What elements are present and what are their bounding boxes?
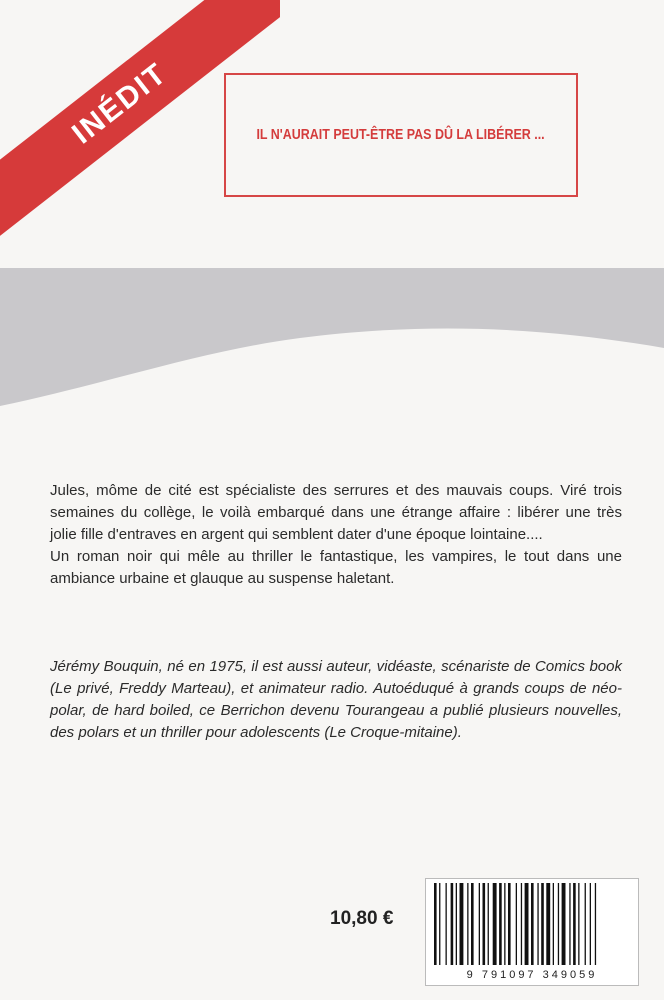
barcode-bar: [499, 883, 502, 965]
isbn-barcode: [425, 878, 639, 986]
barcode-bar: [508, 883, 511, 965]
barcode-bar: [562, 883, 566, 965]
author-bio: Jérémy Bouquin, né en 1975, il est aussi auteur, vidéaste, scénariste de Comics book (Le privé, Freddy Marteau), et animateur radio. Autoéduqué à grands coups de néo-polar, de hard boiled, ce Berrichon devenu Tourangeau a publié plusieurs nouvelles, des polars et un thriller pour adolescents (Le Croque-mitaine).: [50, 658, 622, 741]
barcode-bar: [573, 883, 576, 965]
barcode-bar: [488, 883, 489, 965]
barcode-bar: [590, 883, 591, 965]
barcode-bar: [504, 883, 505, 965]
barcode-bar: [451, 883, 454, 965]
barcode-bar: [553, 883, 554, 965]
barcode-bar: [434, 883, 437, 965]
tagline-text: IL N'AURAIT PEUT-ÊTRE PAS DÛ LA LIBÉRER ...: [256, 127, 546, 143]
barcode-bar: [578, 883, 579, 965]
barcode-bar: [546, 883, 550, 965]
barcode-bar: [460, 883, 464, 965]
price-label: 10,80 €: [330, 908, 394, 929]
barcode-bar: [479, 883, 480, 965]
synopsis-paragraph-2: Un roman noir qui mêle au thriller le fantastique, les vampires, le tout dans une ambiance urbaine et glauque au suspense haletant.: [50, 548, 622, 587]
barcode-bar: [467, 883, 468, 965]
barcode-bar: [541, 883, 544, 965]
barcode-bar: [525, 883, 529, 965]
barcode-bar: [483, 883, 486, 965]
barcode-bar: [537, 883, 538, 965]
barcode-bar: [585, 883, 586, 965]
barcode-bars: [434, 883, 632, 965]
synopsis: [50, 480, 622, 590]
barcode-bar: [558, 883, 559, 965]
barcode-bar: [456, 883, 457, 965]
barcode-bar: [439, 883, 440, 965]
barcode-bar: [569, 883, 570, 965]
barcode-bar: [516, 883, 517, 965]
barcode-bar: [493, 883, 497, 965]
tagline-box: [224, 73, 578, 197]
barcode-bar: [531, 883, 534, 965]
barcode-bar: [471, 883, 474, 965]
barcode-bar: [521, 883, 522, 965]
barcode-digits: 9 791097 349059: [466, 969, 598, 981]
barcode-bar: [595, 883, 596, 965]
ribbon-label: INÉDIT: [66, 56, 174, 151]
barcode-bar: [446, 883, 447, 965]
synopsis-paragraph-1: Jules, môme de cité est spécialiste des serrures et des mauvais coups. Viré trois semaines du collège, le voilà embarqué dans une étrange affaire : libérer une très jolie fille d'entraves en argent qui semblent dater d'une époque lointaine....: [50, 482, 622, 543]
decorative-swoosh: [0, 268, 664, 408]
